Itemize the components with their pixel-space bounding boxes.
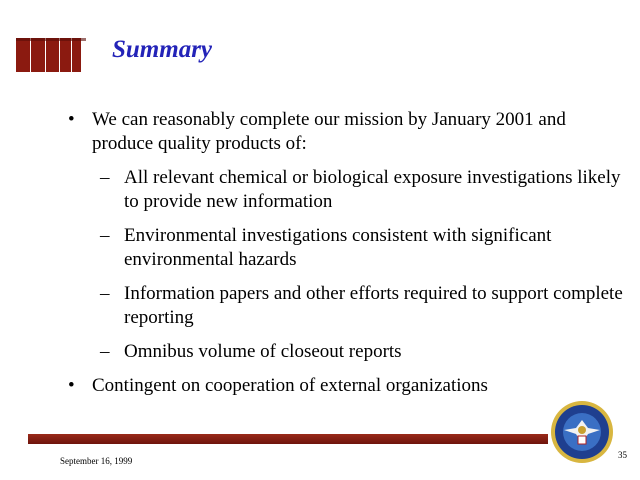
page-number: 35 [618, 450, 627, 460]
bullet-text: We can reasonably complete our mission by January 2001 and produce quality products of: [92, 109, 566, 154]
slide-body [68, 108, 628, 408]
dash-icon: – [100, 167, 110, 188]
department-of-defense-seal-icon [550, 400, 614, 464]
footer-date: September 16, 1999 [60, 456, 133, 466]
bullet-dot-icon: • [68, 375, 75, 396]
footer-bar [28, 434, 548, 444]
sub-bullet-item [68, 340, 628, 364]
bullet-item [68, 108, 628, 156]
dash-icon: – [100, 283, 110, 304]
sub-bullet-item [68, 224, 628, 272]
sub-bullet-text: Omnibus volume of closeout reports [124, 341, 402, 362]
bullet-dot-icon: • [68, 109, 75, 130]
bullet-text: Contingent on cooperation of external organizations [92, 375, 488, 396]
dash-icon: – [100, 225, 110, 246]
bullet-item [68, 374, 628, 398]
striped-bars-icon [16, 38, 86, 72]
sub-bullet-text: Environmental investigations consistent with significant environmental hazards [124, 225, 552, 270]
sub-bullet-item [68, 166, 628, 214]
sub-bullet-text: Information papers and other efforts required to support complete reporting [124, 283, 623, 328]
sub-bullet-item [68, 282, 628, 330]
sub-bullet-text: All relevant chemical or biological exposure investigations likely to provide new information [124, 167, 621, 212]
slide-title: Summary [112, 36, 213, 63]
dash-icon: – [100, 341, 110, 362]
